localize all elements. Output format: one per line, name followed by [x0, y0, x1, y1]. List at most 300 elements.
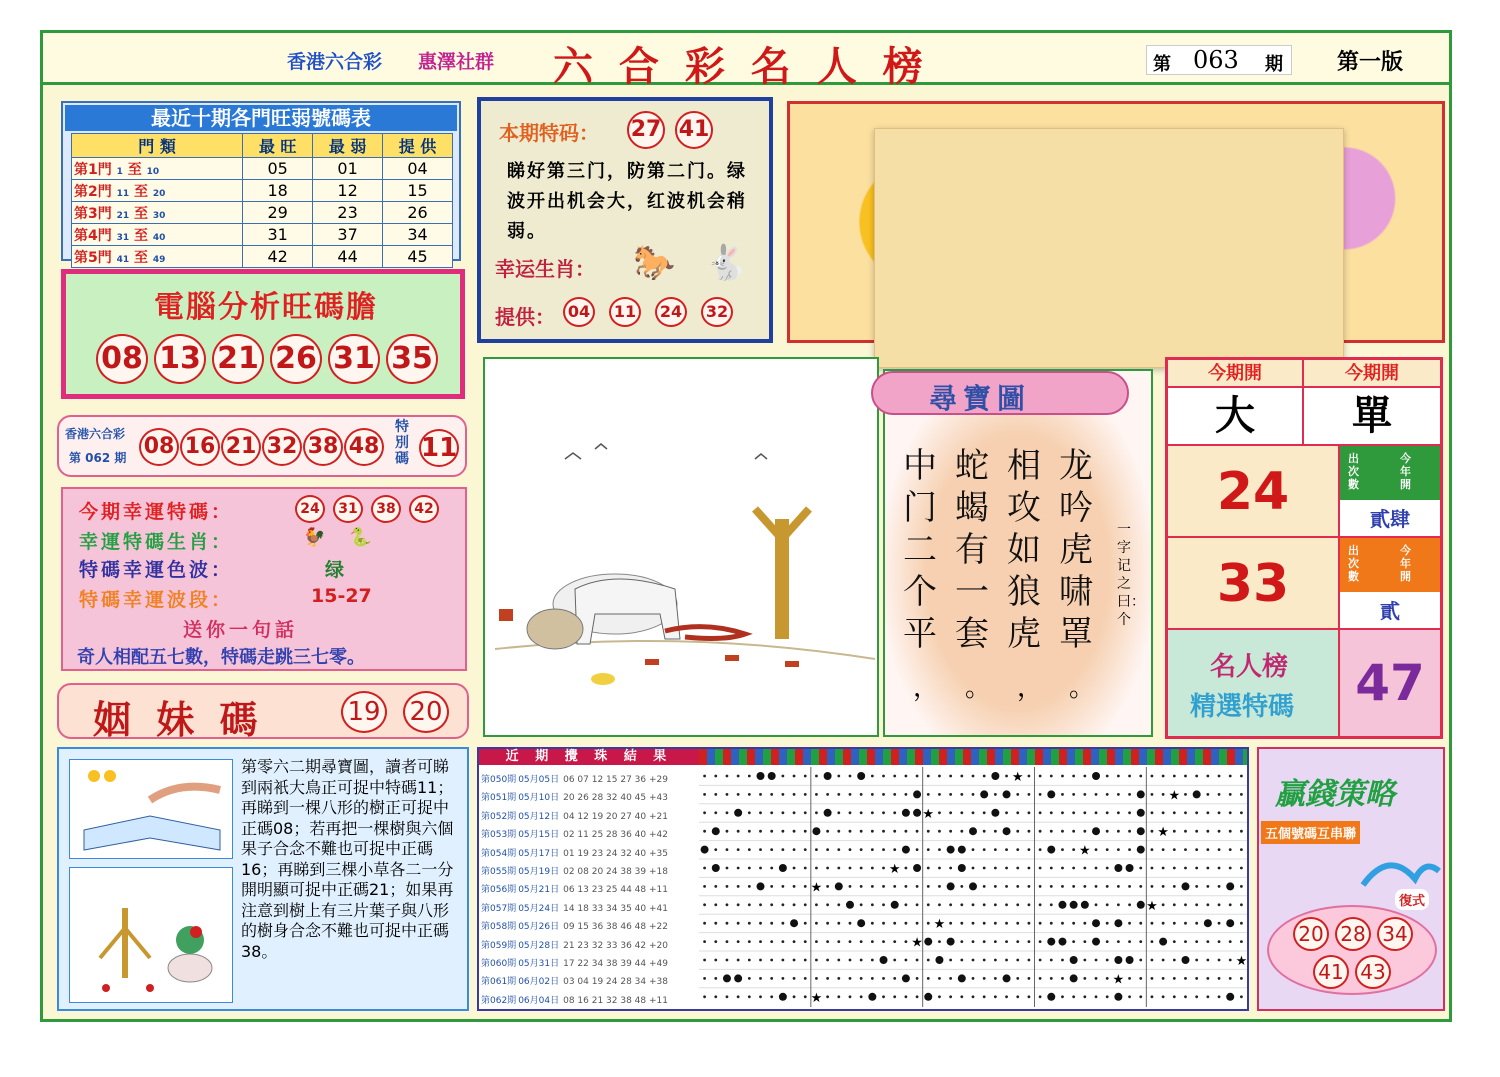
recent-row — [481, 822, 668, 840]
computer-number: 26 — [270, 334, 322, 384]
empty-ball — [882, 867, 885, 870]
empty-ball — [938, 793, 941, 796]
drawn-ball — [1126, 864, 1134, 872]
empty-ball — [1218, 830, 1221, 833]
gate-to-word: 至 — [134, 249, 149, 266]
recent-date: 06月04日 — [518, 995, 560, 1006]
empty-ball — [994, 940, 997, 943]
open-value-big: 大 — [1168, 388, 1304, 446]
drawn-ball — [1137, 846, 1145, 854]
recent-date: 05月28日 — [518, 940, 560, 951]
empty-ball — [781, 793, 784, 796]
empty-ball — [871, 848, 874, 851]
empty-ball — [849, 940, 852, 943]
empty-ball — [1206, 959, 1209, 962]
empty-ball — [726, 885, 729, 888]
strategy-title: 贏錢策略 — [1275, 777, 1395, 812]
count-value-1: 貳肆 — [1340, 500, 1440, 538]
empty-ball — [916, 903, 919, 906]
computer-analysis-title: 電腦分析旺碼膽 — [154, 290, 378, 325]
empty-ball — [1151, 995, 1154, 998]
empty-ball — [1173, 995, 1176, 998]
empty-ball — [1218, 775, 1221, 778]
empty-ball — [737, 885, 740, 888]
empty-ball — [938, 830, 941, 833]
empty-ball — [826, 885, 829, 888]
recent-row — [481, 988, 668, 1006]
empty-ball — [703, 940, 706, 943]
empty-ball — [1218, 848, 1221, 851]
empty-ball — [972, 903, 975, 906]
recent-date: 05月17日 — [518, 848, 560, 859]
drawn-ball — [1114, 919, 1122, 927]
poem-column: 中门二个平 — [903, 446, 937, 654]
empty-ball — [1229, 977, 1232, 980]
recent-row — [481, 933, 668, 951]
empty-ball — [837, 848, 840, 851]
empty-ball — [759, 977, 762, 980]
empty-ball — [849, 811, 852, 814]
empty-ball — [983, 959, 986, 962]
empty-ball — [1117, 848, 1120, 851]
table-row — [72, 246, 453, 268]
recent-numbers: 04 12 19 20 27 40 +21 — [563, 811, 668, 822]
empty-ball — [994, 995, 997, 998]
empty-ball — [904, 995, 907, 998]
empty-ball — [714, 922, 717, 925]
provide-number: 32 — [701, 297, 733, 327]
empty-ball — [1218, 885, 1221, 888]
empty-ball — [871, 793, 874, 796]
empty-ball — [748, 995, 751, 998]
empty-ball — [1039, 811, 1042, 814]
empty-ball — [860, 940, 863, 943]
empty-ball — [1240, 775, 1243, 778]
empty-ball — [1083, 867, 1086, 870]
book-icon — [70, 760, 234, 860]
empty-ball — [1128, 811, 1131, 814]
empty-ball — [1028, 995, 1031, 998]
min-cell: 37 — [313, 224, 383, 246]
empty-ball — [938, 775, 941, 778]
empty-ball — [1195, 995, 1198, 998]
empty-ball — [714, 995, 717, 998]
drawn-ball — [1003, 827, 1011, 835]
empty-ball — [960, 793, 963, 796]
drawn-ball — [734, 974, 742, 982]
empty-ball — [904, 775, 907, 778]
empty-ball — [1028, 867, 1031, 870]
empty-ball — [1229, 903, 1232, 906]
empty-ball — [1083, 922, 1086, 925]
empty-ball — [1117, 885, 1120, 888]
empty-ball — [960, 903, 963, 906]
empty-ball — [1229, 775, 1232, 778]
empty-ball — [1039, 775, 1042, 778]
rooster-icon: 🐓 — [303, 527, 326, 548]
empty-ball — [804, 885, 807, 888]
drawn-ball — [902, 809, 910, 817]
gate-cell — [72, 202, 243, 224]
gate-cell — [72, 180, 243, 202]
empty-ball — [1151, 775, 1154, 778]
drawn-ball — [1092, 938, 1100, 946]
empty-ball — [1173, 959, 1176, 962]
empty-ball — [1016, 830, 1019, 833]
empty-ball — [1229, 848, 1232, 851]
empty-ball — [703, 959, 706, 962]
empty-ball — [916, 848, 919, 851]
empty-ball — [1162, 903, 1165, 906]
empty-ball — [1095, 977, 1098, 980]
empty-ball — [837, 995, 840, 998]
empty-ball — [1028, 922, 1031, 925]
empty-ball — [1151, 848, 1154, 851]
recent-date: 05月15日 — [518, 830, 560, 841]
drawn-ball — [1137, 790, 1145, 798]
empty-ball — [1072, 922, 1075, 925]
empty-ball — [1028, 959, 1031, 962]
empty-ball — [1218, 922, 1221, 925]
brand-community: 惠澤社群 — [418, 51, 495, 73]
empty-ball — [793, 830, 796, 833]
special-ball-star: ★ — [1146, 898, 1158, 914]
special-text: 睇好第三门，防第二门。绿波开出机会大，红波机会稍弱。 — [507, 161, 747, 242]
empty-ball — [972, 867, 975, 870]
drawn-ball — [1047, 938, 1055, 946]
empty-ball — [781, 811, 784, 814]
empty-ball — [1195, 867, 1198, 870]
drawn-ball — [891, 901, 899, 909]
empty-ball — [1106, 885, 1109, 888]
provide-label: 提供： — [495, 305, 555, 329]
drawn-ball — [1092, 919, 1100, 927]
empty-ball — [1151, 885, 1154, 888]
empty-ball — [1050, 903, 1053, 906]
empty-ball — [1173, 922, 1176, 925]
empty-ball — [770, 903, 773, 906]
special-label-text: 本期特码： — [499, 121, 599, 145]
empty-ball — [714, 775, 717, 778]
empty-ball — [1016, 922, 1019, 925]
empty-ball — [1240, 922, 1243, 925]
empty-ball — [1195, 903, 1198, 906]
empty-ball — [826, 995, 829, 998]
empty-ball — [972, 811, 975, 814]
lucky-row3-label: 特碼幸運色波： — [79, 559, 234, 581]
drawn-ball — [880, 956, 888, 964]
empty-ball — [793, 977, 796, 980]
zodiac-label: 幸运生肖： — [495, 257, 595, 281]
empty-ball — [916, 977, 919, 980]
empty-ball — [893, 959, 896, 962]
empty-ball — [737, 867, 740, 870]
gate-to-word: 至 — [134, 227, 149, 244]
empty-ball — [1028, 940, 1031, 943]
empty-ball — [1206, 848, 1209, 851]
gate-cell — [72, 158, 243, 180]
strategy-number: 41 — [1313, 955, 1349, 989]
empty-ball — [994, 959, 997, 962]
recent-issue: 第054期 — [481, 848, 517, 859]
drawn-ball — [991, 809, 999, 817]
drawn-ball — [868, 993, 876, 1001]
empty-ball — [1184, 811, 1187, 814]
empty-ball — [949, 903, 952, 906]
lucky-box — [61, 487, 467, 671]
drawn-ball — [947, 882, 955, 890]
gate-cell — [72, 246, 243, 268]
col-min: 最 弱 — [313, 134, 383, 158]
empty-ball — [1005, 848, 1008, 851]
last-draw-number: 38 — [303, 428, 343, 466]
empty-ball — [893, 811, 896, 814]
empty-ball — [1028, 977, 1031, 980]
empty-ball — [960, 940, 963, 943]
empty-ball — [748, 775, 751, 778]
empty-ball — [1162, 959, 1165, 962]
special-ball-star: ★ — [1112, 972, 1125, 988]
drawn-ball — [924, 993, 932, 1001]
empty-ball — [826, 959, 829, 962]
empty-ball — [1206, 867, 1209, 870]
empty-ball — [1117, 830, 1120, 833]
empty-ball — [1005, 959, 1008, 962]
empty-ball — [983, 903, 986, 906]
empty-ball — [1117, 940, 1120, 943]
empty-ball — [849, 848, 852, 851]
empty-ball — [1128, 903, 1131, 906]
sister-box — [57, 683, 469, 742]
strength-table — [71, 133, 453, 268]
empty-ball — [893, 977, 896, 980]
recent-issue: 第062期 — [481, 995, 517, 1006]
drawn-ball — [1081, 901, 1089, 909]
empty-ball — [960, 885, 963, 888]
empty-ball — [837, 811, 840, 814]
drawn-ball — [969, 827, 977, 835]
empty-ball — [714, 977, 717, 980]
empty-ball — [1184, 848, 1187, 851]
empty-ball — [1061, 848, 1064, 851]
special-number-2: 41 — [675, 111, 713, 149]
empty-ball — [726, 903, 729, 906]
empty-ball — [1162, 885, 1165, 888]
empty-ball — [726, 867, 729, 870]
empty-ball — [904, 793, 907, 796]
drawn-ball — [712, 864, 720, 872]
empty-ball — [1005, 885, 1008, 888]
special-number: 11 — [419, 429, 459, 467]
drawn-ball — [1003, 974, 1011, 982]
recent-date: 05月12日 — [518, 811, 560, 822]
drawn-ball — [947, 846, 955, 854]
strategy-number: 28 — [1335, 917, 1371, 951]
strategy-number: 43 — [1355, 955, 1391, 989]
recent-numbers: 02 08 20 24 38 39 +18 — [563, 867, 668, 877]
empty-ball — [726, 922, 729, 925]
empty-ball — [1139, 977, 1142, 980]
drawn-ball — [1058, 901, 1066, 909]
drawn-ball — [1047, 790, 1055, 798]
special-ball-star: ★ — [933, 917, 946, 933]
gate-from: 21 — [116, 210, 130, 221]
empty-ball — [1095, 885, 1098, 888]
empty-ball — [781, 903, 784, 906]
computer-analysis-box — [61, 269, 465, 399]
empty-ball — [703, 977, 706, 980]
empty-ball — [893, 848, 896, 851]
empty-ball — [1106, 940, 1109, 943]
poem-mark: ， — [913, 673, 940, 703]
recent-issue: 第055期 — [481, 867, 517, 877]
empty-ball — [726, 940, 729, 943]
empty-ball — [938, 885, 941, 888]
empty-ball — [1083, 995, 1086, 998]
empty-ball — [1106, 793, 1109, 796]
empty-ball — [904, 940, 907, 943]
empty-ball — [1083, 775, 1086, 778]
empty-ball — [972, 959, 975, 962]
gate-to: 20 — [152, 188, 166, 199]
computer-number: 35 — [386, 334, 438, 384]
empty-ball — [871, 811, 874, 814]
empty-ball — [1005, 995, 1008, 998]
recent-date: 05月31日 — [518, 959, 560, 969]
empty-ball — [1162, 793, 1165, 796]
empty-ball — [871, 867, 874, 870]
empty-ball — [1184, 793, 1187, 796]
empty-ball — [748, 793, 751, 796]
strength-table-title: 最近十期各門旺弱號碼表 — [65, 105, 457, 131]
empty-ball — [1016, 867, 1019, 870]
empty-ball — [1206, 977, 1209, 980]
drawn-ball — [835, 882, 843, 890]
recent-numbers: 06 07 12 15 27 36 +29 — [563, 775, 668, 785]
sister-label: 姻 妹 碼 — [93, 697, 264, 742]
recent-issue: 第053期 — [481, 830, 517, 841]
empty-ball — [1106, 775, 1109, 778]
empty-ball — [1005, 811, 1008, 814]
empty-ball — [1218, 940, 1221, 943]
empty-ball — [1083, 977, 1086, 980]
empty-ball — [737, 775, 740, 778]
empty-ball — [1184, 940, 1187, 943]
poem-column: 相攻如狼虎 — [1007, 446, 1041, 654]
tip-cell: 34 — [383, 224, 453, 246]
special-label: 特別碼 — [395, 419, 409, 467]
empty-ball — [826, 867, 829, 870]
empty-ball — [1218, 793, 1221, 796]
drawn-ball — [701, 846, 709, 854]
empty-ball — [1128, 830, 1131, 833]
special-ball-star: ★ — [888, 862, 901, 877]
count-label-2: 出次數 — [1348, 544, 1359, 583]
recent-issue: 第052期 — [481, 811, 517, 822]
empty-ball — [849, 867, 852, 870]
explain-text: 第零六二期尋寶圖，讀者可睇到兩衹大鳥正可捉中特碼11；再睇到一棵八形的樹正可捉中正碼08；若再把一棵樹與六個果子合念不難也可捉中正碼16；再睇到三棵小草各二一分開明顯可捉中正碼21；如果再注意到樹上有三片葉子與八形的樹身合念不難也可捉中正碼38。 — [241, 757, 454, 961]
recent-date: 05月21日 — [518, 885, 560, 896]
empty-ball — [1028, 848, 1031, 851]
empty-ball — [1072, 885, 1075, 888]
empty-ball — [1162, 977, 1165, 980]
empty-ball — [983, 995, 986, 998]
recent-date: 05月24日 — [518, 903, 560, 914]
empty-ball — [1151, 867, 1154, 870]
empty-ball — [893, 793, 896, 796]
empty-ball — [1117, 793, 1120, 796]
special-ball-star: ★ — [810, 990, 823, 1006]
gate-to-word: 至 — [134, 183, 149, 200]
empty-ball — [1061, 830, 1064, 833]
empty-ball — [972, 793, 975, 796]
empty-ball — [748, 903, 751, 906]
empty-ball — [1039, 977, 1042, 980]
empty-ball — [882, 885, 885, 888]
empty-ball — [748, 922, 751, 925]
empty-ball — [1206, 775, 1209, 778]
empty-ball — [837, 867, 840, 870]
empty-ball — [1083, 940, 1086, 943]
empty-ball — [1072, 867, 1075, 870]
drawn-ball — [958, 864, 966, 872]
special-ball-star: ★ — [810, 880, 823, 896]
empty-ball — [972, 775, 975, 778]
bird-tree-illustration — [69, 867, 233, 1003]
empty-ball — [804, 995, 807, 998]
empty-ball — [972, 940, 975, 943]
ball-color-strip — [699, 749, 1247, 765]
empty-ball — [748, 811, 751, 814]
empty-ball — [1162, 775, 1165, 778]
table-header-row — [72, 134, 453, 158]
empty-ball — [1240, 811, 1243, 814]
empty-ball — [983, 830, 986, 833]
max-cell: 42 — [243, 246, 313, 268]
recent-row — [481, 859, 668, 877]
special-box — [477, 97, 773, 343]
empty-ball — [1005, 940, 1008, 943]
empty-ball — [1039, 995, 1042, 998]
empty-ball — [1151, 922, 1154, 925]
empty-ball — [1106, 903, 1109, 906]
empty-ball — [1016, 977, 1019, 980]
empty-ball — [1240, 903, 1243, 906]
empty-ball — [949, 995, 952, 998]
empty-ball — [904, 922, 907, 925]
recent-date: 05月10日 — [518, 793, 560, 804]
last-draw-number: 32 — [262, 428, 302, 466]
empty-ball — [994, 885, 997, 888]
edition-label: 第一版 — [1337, 50, 1404, 75]
empty-ball — [949, 793, 952, 796]
empty-ball — [1151, 830, 1154, 833]
empty-ball — [882, 903, 885, 906]
drawn-ball — [958, 974, 966, 982]
empty-ball — [1061, 922, 1064, 925]
empty-ball — [904, 867, 907, 870]
poem-mark: ， — [1017, 673, 1044, 703]
lucky-row1-label: 今期幸運特碼： — [79, 501, 234, 523]
empty-ball — [1072, 830, 1075, 833]
drawn-ball — [1058, 938, 1066, 946]
empty-ball — [837, 977, 840, 980]
empty-ball — [1162, 848, 1165, 851]
empty-ball — [737, 793, 740, 796]
empty-ball — [1039, 922, 1042, 925]
empty-ball — [737, 959, 740, 962]
empty-ball — [1173, 830, 1176, 833]
